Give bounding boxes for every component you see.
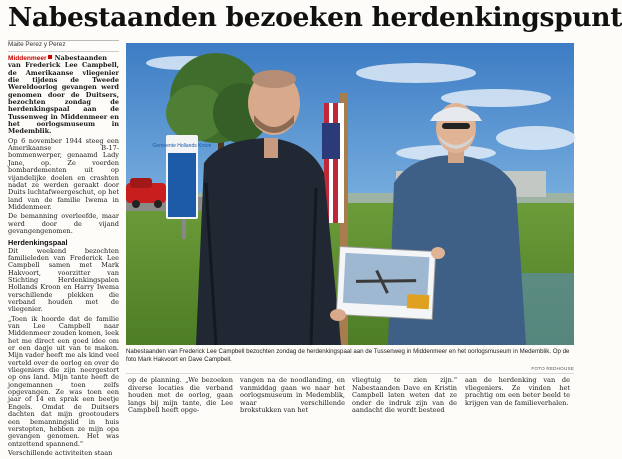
paragraph-3: Dit weekend bezochten familieleden van Frederick Lee Campbell samen met Mark Hakvoort, voorzitter van Stichting Herdenkingspalen Hollands Kroon en Harry Iwema verschillende plekken die verband houden met de vliegenier.	[8, 246, 119, 314]
article-headline: Nabestaanden bezoeken herdenkingspunt	[8, 2, 622, 33]
article-left-column	[8, 55, 119, 459]
photo-credit: FOTO REDHOUSE	[531, 366, 574, 371]
lead-text: Nabestaanden van Frederick Lee Campbell, de Amerikaanse vliegenier die tijdens de Tweede Wereldoorlog gevangen werd genomen door de Duitsers, bezochten zondag de herdenkingspaal aan de Tussenweg in Middenmeer en het oorlogsmuseum in Medemblik.	[8, 54, 119, 136]
bottom-column-4: aan de herdenking van de vliegeniers. Ze vinden het prachtig om een beter beeld te krijgen van de familieverhalen.	[465, 376, 570, 407]
paragraph-4: „Toen ik hoorde dat de familie van Lee Campbell naar Middenmeer zouden komen, leek het me direct een goed idee om er een dagje uit van te maken. Mijn vader heeft me als kind veel verteld over de oorlog en over de vliegeniers die zijn neergestort op ons land. Mijn tante heeft de jongemannen toen zelfs opgevangen. Ze was toen een jaar of 14 en sprak een beetje Engels. Omdat de Duitsers dachten dat mijn grootouders een bemanningslid in huis verstopten, hebben ze mijn opa gevangen genomen. Het was ontzettend spannend."	[8, 314, 119, 448]
paragraph-2: De bemanning overleefde, maar werd door de vijand gevangengenomen.	[8, 212, 119, 235]
paragraph-1: Op 6 november 1944 steeg een Amerikaanse B-17-bommenwerper, genaamd Lady Jane, op. Ze voerden bombardementen uit op vijandelijke doelen en crashten nadat ze werden geraakt door Duits luchtafweergeschut, op het land van de familie Iwema in Middenmeer.	[8, 136, 119, 211]
bottom-column-2: vangen na de noodlanding, en vanmiddag gaan we naar het oorlogsmuseum in Medemblik, waar verschillende brokstukken van het	[240, 376, 345, 415]
held-poster	[336, 247, 435, 320]
sign-text: Gemeente Hollands Kroon	[152, 143, 212, 149]
dateline: Middenmeer	[8, 55, 47, 62]
author-rule-bottom	[8, 51, 119, 52]
subheading: Herdenkingspaal	[8, 238, 68, 248]
caption-rule	[126, 373, 574, 374]
bottom-column-3: vliegtuig te zien zijn." Nabestaanden Dave en Kristin Campbell laten weten dat ze onder de indruk zijn van de aandacht die wordt besteed	[352, 376, 457, 415]
lead-paragraph	[8, 55, 119, 136]
ditch	[521, 273, 574, 345]
article-author: Maite Perez y Perez	[8, 41, 66, 48]
article-photo	[126, 43, 574, 345]
photo-illustration	[126, 43, 574, 345]
dateline-marker	[48, 55, 52, 59]
bottom-column-1: op de planning. „We bezoeken diverse locaties die verband houden met de oorlog, gaan langs bij mijn tante, die Lee Campbell heeft opge-	[128, 376, 233, 415]
paragraph-5: Verschillende activiteiten staan	[8, 448, 113, 457]
photo-caption: Nabestaanden van Frederick Lee Campbell bezochten zondag de herdenkingspaal aan de Tussenweg in Middenmeer en het oorlogsmuseum in Medemblik. Op de foto Mark Hakvoort en Dave Campbell.	[126, 348, 570, 363]
